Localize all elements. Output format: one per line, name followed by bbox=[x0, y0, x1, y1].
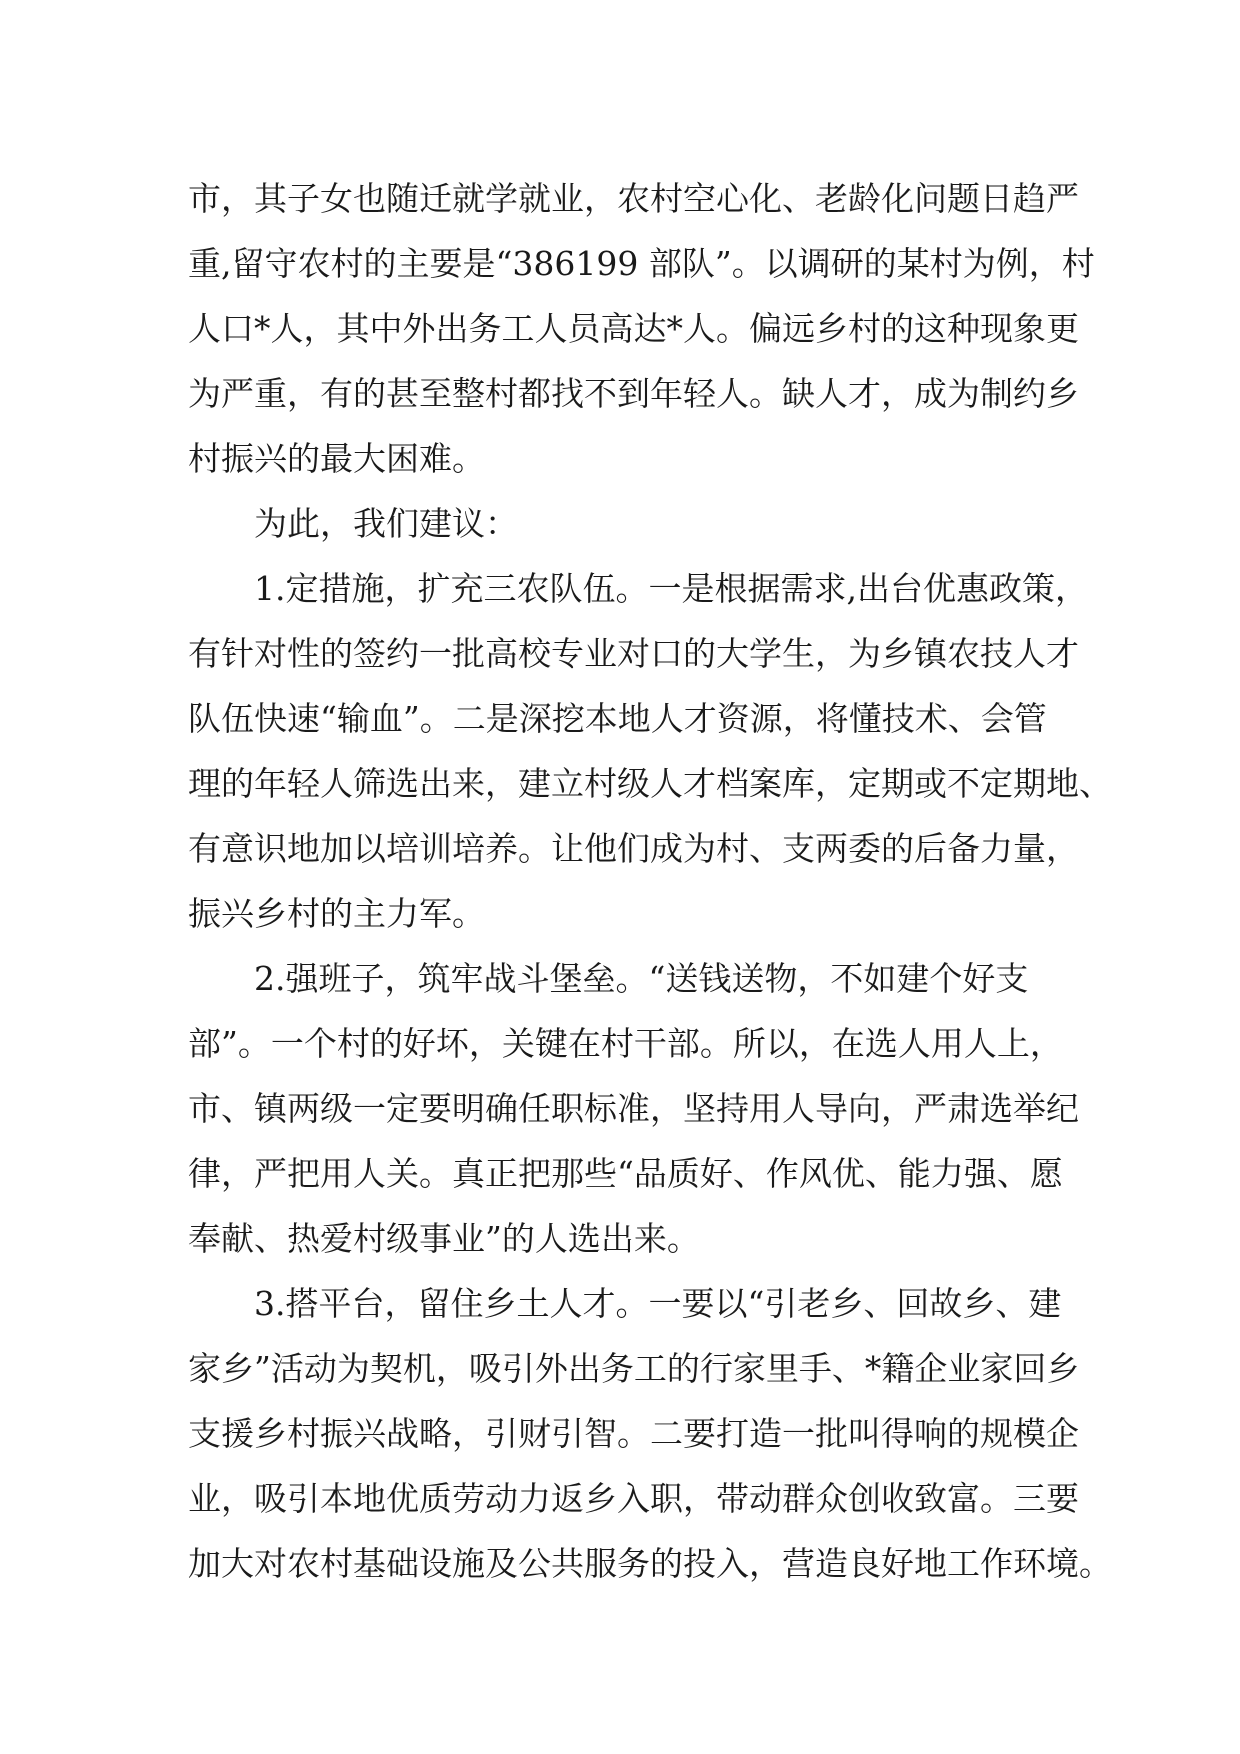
text-line: 3.搭平台，留住乡土人才。一要以“引老乡、回故乡、建 bbox=[254, 1284, 1062, 1323]
text-line: 奉献、热爱村级事业”的人选出来。 bbox=[188, 1219, 700, 1258]
text-line: 律，严把用人关。真正把那些“品质好、作风优、能力强、愿 bbox=[188, 1154, 1063, 1193]
text-line: 队伍快速“输血”。二是深挖本地人才资源，将懂技术、会管 bbox=[188, 699, 1047, 738]
text-line: 业，吸引本地优质劳动力返乡入职，带动群众创收致富。三要 bbox=[188, 1479, 1079, 1518]
text-line: 理的年轻人筛选出来，建立村级人才档案库，定期或不定期地、 bbox=[188, 764, 1112, 803]
text-line: 重,留守农村的主要是“386199 部队”。以调研的某村为例，村 bbox=[188, 244, 1095, 283]
text-line: 人口*人，其中外出务工人员高达*人。偏远乡村的这种现象更 bbox=[188, 309, 1079, 348]
text-line: 部”。一个村的好坏，关键在村干部。所以，在选人用人上， bbox=[188, 1024, 1063, 1063]
text-line: 有意识地加以培训培养。让他们成为村、支两委的后备力量， bbox=[188, 829, 1079, 868]
text-line: 1.定措施，扩充三农队伍。一是根据需求,出台优惠政策， bbox=[254, 569, 1088, 608]
text-line: 加大对农村基础设施及公共服务的投入，营造良好地工作环境。 bbox=[188, 1544, 1112, 1583]
text-line: 振兴乡村的主力军。 bbox=[188, 894, 485, 933]
text-line: 为此，我们建议： bbox=[254, 504, 518, 543]
text-line: 市，其子女也随迁就学就业，农村空心化、老龄化问题日趋严 bbox=[188, 179, 1079, 218]
text-line: 2.强班子，筑牢战斗堡垒。“送钱送物，不如建个好支 bbox=[254, 959, 1029, 998]
text-line: 市、镇两级一定要明确任职标准，坚持用人导向，严肃选举纪 bbox=[188, 1089, 1079, 1128]
text-line: 村振兴的最大困难。 bbox=[188, 439, 485, 478]
text-line: 有针对性的签约一批高校专业对口的大学生，为乡镇农技人才 bbox=[188, 634, 1079, 673]
text-line: 为严重，有的甚至整村都找不到年轻人。缺人才，成为制约乡 bbox=[188, 374, 1079, 413]
text-line: 支援乡村振兴战略，引财引智。二要打造一批叫得响的规模企 bbox=[188, 1414, 1079, 1453]
text-line: 家乡”活动为契机，吸引外出务工的行家里手、*籍企业家回乡 bbox=[188, 1349, 1080, 1388]
document-body bbox=[188, 166, 1112, 1596]
